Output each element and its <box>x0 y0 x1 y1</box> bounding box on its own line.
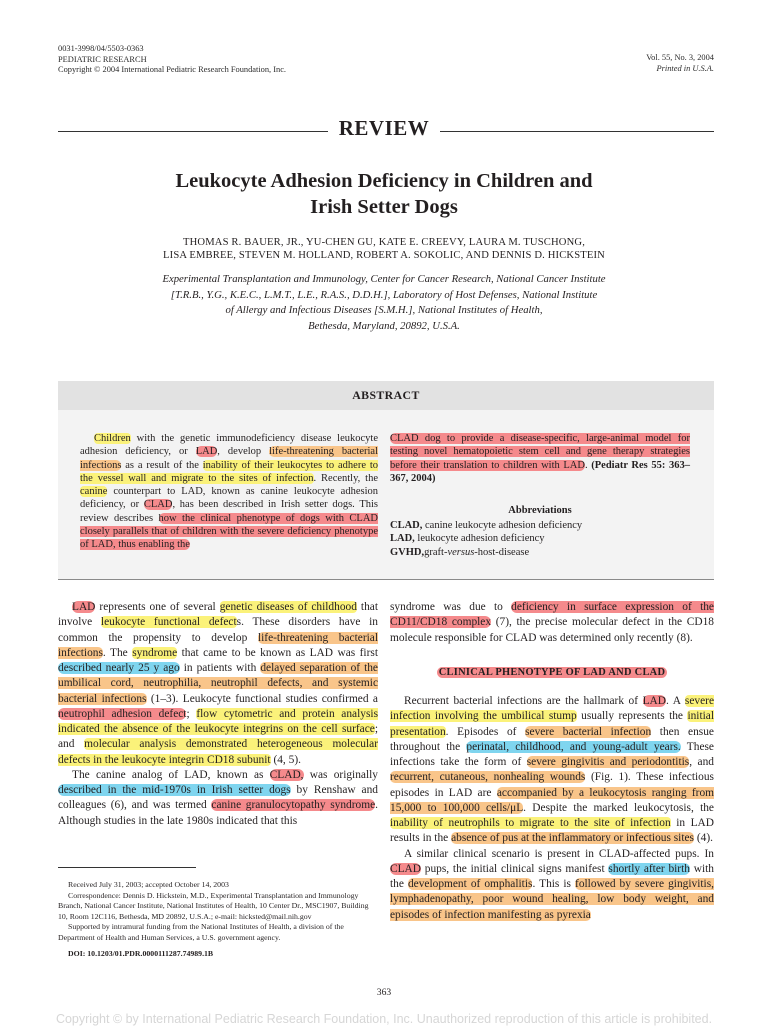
text-run: pups, the initial clinical signs manifest <box>421 862 609 875</box>
highlighted-text: severe infection involving the umbilical stump <box>390 695 714 723</box>
highlighted-text: CLAD dog to provide a disease-specific, large-animal model for testing novel hematopoietic stem cell and gene therapy strategies before their translation to children with LAD <box>390 433 690 471</box>
text-run: then ensue throughout the <box>390 725 714 753</box>
text-run: (7), the precise molecular defect in the CD18 molecule responsible for CLAD was determined only recently (8). <box>390 616 714 644</box>
abbreviation-item <box>390 532 690 545</box>
volume-info <box>646 53 714 74</box>
title-line-1: Leukocyte Adhesion Deficiency in Children and <box>175 170 593 192</box>
highlighted-text: how the clinical phenotype of dogs with CLAD closely parallels that of children with the severe deficiency phenotype of LAD, thus enabling the <box>80 512 378 551</box>
affiliation-line: [T.R.B., Y.G., K.E.C., L.M.T., L.E., R.A.S., D.D.H.], Laboratory of Host Defenses, National Institute <box>170 288 598 301</box>
text-run: was originally <box>303 768 379 781</box>
highlighted-text: delayed separation of the umbilical cord, neutrophilia, neutrophil defects, and systemic bacterial infections <box>58 662 378 705</box>
highlighted-text: neutrophil adhesion defect <box>58 707 187 720</box>
highlighted-text: flow cytometric and protein analysis indicated the absence of the leukocyte integrins on the cell surface <box>58 707 379 735</box>
footnotes <box>58 880 378 959</box>
highlighted-text: genetic diseases of childhood <box>219 601 357 613</box>
text-run: in patients with <box>179 662 261 674</box>
highlighted-text: Children <box>94 433 131 444</box>
affiliation-line: Experimental Transplantation and Immunology, Center for Cancer Research, National Cancer Institute <box>162 273 606 285</box>
abstract-column-2 <box>390 432 690 485</box>
abbreviation-value: graft-versus-host-disease <box>424 546 530 558</box>
text-run: . The <box>102 646 133 659</box>
title-line-2: Irish Setter Dogs <box>310 196 458 218</box>
printed-in: Printed in U.S.A. <box>656 63 714 73</box>
body-paragraph <box>390 600 714 646</box>
text-run: . Despite the marked leukocytosis, the <box>523 801 714 814</box>
volume: Vol. 55, No. 3, 2004 <box>646 53 714 62</box>
highlighted-text: followed by severe gingivitis, lymphadenopathy, poor wound healing, low body weight, and episodes of infection manifesting as pyrexia <box>390 878 714 921</box>
section-label: REVIEW <box>338 116 430 140</box>
abbreviation-key: CLAD, <box>390 520 423 531</box>
authors-line-1: THOMAS R. BAUER, JR., YU-CHEN GU, KATE E. CREEVY, LAURA M. TUSCHONG, <box>183 237 585 248</box>
highlighted-text: severe gingivitis and periodontitis <box>526 756 690 768</box>
highlighted-text: inability of neutrophils to migrate to the site of infection <box>390 817 671 829</box>
highlighted-text: severe bacterial infection <box>525 725 652 738</box>
text-run: (1–3). Leukocyte functional studies confirmed a <box>146 692 378 705</box>
journal-copyright: Copyright © 2004 International Pediatric Research Foundation, Inc. <box>58 65 287 75</box>
footer-copyright: Copyright © by International Pediatric Research Foundation, Inc. Unauthorized reproduction of this article is prohibited. <box>55 1012 713 1026</box>
text-run: s. These disorders have in common the propensity to develop <box>58 616 378 644</box>
text-run: Recurrent bacterial infections are the hallmark of <box>404 695 643 707</box>
highlighted-text: recurrent, cutaneous, nonhealing wounds <box>390 771 586 784</box>
journal-name: PEDIATRIC RESEARCH <box>58 54 147 64</box>
text-run: ; <box>186 707 197 720</box>
highlighted-text: syndrome <box>132 646 178 659</box>
highlighted-text: LAD <box>72 601 96 613</box>
body-paragraph <box>58 600 378 768</box>
highlighted-text: accompanied by a leukocytosis ranging from 15,000 to 100,000 cells/μL <box>390 786 715 814</box>
body-paragraph <box>390 694 714 847</box>
text-run: , has been described in Irish setter dogs. This review describes <box>80 499 378 524</box>
authors-line-2: LISA EMBREE, STEVEN M. HOLLAND, ROBERT A. SOKOLIC, AND DENNIS D. HICKSTEIN <box>163 250 605 261</box>
highlighted-text: life-threatening bacterial infections <box>58 631 378 659</box>
text-run: (Fig. 1). These infectious episodes in LAD are <box>390 771 714 799</box>
highlighted-text: CLAD <box>143 499 173 511</box>
highlighted-text: leukocyte functional defect <box>100 616 237 629</box>
text-run: with the genetic immunodeficiency disease leukocyte adhesion deficiency, or <box>80 433 378 458</box>
highlighted-text: absence of pus at the inflammatory or infectious sites <box>451 832 694 845</box>
text-run: . Episodes of <box>445 725 526 738</box>
text-run: counterpart to LAD, known as canine leukocyte adhesion deficiency, or <box>80 486 378 511</box>
text-run: ; and <box>58 723 378 751</box>
text-run: by Renshaw and colleagues (6), and was termed <box>58 784 379 812</box>
highlighted-text: CLAD, <box>269 768 304 781</box>
text-run: . This is <box>532 878 576 890</box>
abbr-italic: versus <box>447 546 475 558</box>
section-heading <box>390 665 714 680</box>
text-run: . Although studies in the late 1980s indicated that this <box>58 799 378 827</box>
affiliation <box>100 272 668 334</box>
highlighted-text: described nearly 25 y ago <box>58 662 180 674</box>
text-run: A similar clinical scenario is present in CLAD-affected pups. In <box>404 847 714 860</box>
body-right-column <box>390 600 714 923</box>
highlighted-text: inability of their leukocytes to adhere to the vessel wall and migrate to the sites of infection <box>80 459 379 484</box>
text-run: with the <box>390 862 714 890</box>
article-title <box>60 168 708 220</box>
footnote: Received July 31, 2003; accepted October 14, 2003 <box>68 880 229 889</box>
highlighted-text: shortly after birth <box>608 862 690 875</box>
text-run: The canine analog of LAD, known as <box>72 768 270 781</box>
issn: 0031-3998/04/5503-0363 <box>58 44 144 53</box>
footnote-rule <box>58 867 196 868</box>
text-run: that came to be known as LAD was first <box>177 646 378 659</box>
highlighted-text: canine granulocytopathy syndrome <box>211 799 376 812</box>
abbreviation-key: LAD, <box>390 533 415 545</box>
text-run: (4). <box>694 832 713 845</box>
abbreviation-value: leukocyte adhesion deficiency <box>414 533 545 545</box>
text-run: These infections take the form of <box>390 740 714 768</box>
highlighted-text: life-threatening bacterial infections <box>80 446 378 471</box>
text-run: in LAD results in the <box>390 817 714 845</box>
text-run: (Pediatr Res 55: 363–367, 2004) <box>390 459 691 484</box>
abbreviations-list <box>390 519 690 559</box>
abbreviation-item <box>390 519 690 532</box>
highlighted-text: deficiency in surface expression of the CD11/CD18 complex <box>390 601 714 629</box>
footnote: Supported by intramural funding from the National Institutes of Health, a division of the Department of Health and Human Services, a U.S. government agency. <box>58 922 344 942</box>
abbreviation-value: canine leukocyte adhesion deficiency <box>422 520 583 531</box>
abstract-heading: ABSTRACT <box>58 381 714 410</box>
footnote: Correspondence: Dennis D. Hickstein, M.D., Experimental Transplantation and Immunology Branch, National Cancer Institute, National Institutes of Health, 10 Center Dr., MSC1907, Building 10, Room 12C116, Bethesda, MD 20892, U.S.A.; e-mail: hicksted@mail.nih.gov <box>58 890 369 921</box>
text-run: represents one of several <box>95 601 220 613</box>
text-run: . Recently, the <box>313 472 379 484</box>
text-run: usually represents the <box>576 710 688 723</box>
text-run: as a result of the <box>121 459 203 471</box>
abbreviation-key: GVHD, <box>390 546 425 558</box>
abbreviations-heading: Abbreviations <box>508 505 572 516</box>
body-left-column <box>58 600 378 829</box>
affiliation-line: Bethesda, Maryland, 20892, U.S.A. <box>308 319 460 332</box>
highlighted-text: described in the mid-1970s in Irish setter dogs <box>58 784 291 796</box>
highlighted-text: LAD <box>642 695 667 707</box>
text-run: syndrome was due to <box>390 601 512 613</box>
highlighted-text: molecular analysis demonstrated heterogeneous molecular defects in the leukocyte integrin CD18 subunit <box>58 738 378 766</box>
highlighted-text: LAD <box>195 446 218 458</box>
affiliation-line: of Allergy and Infectious Diseases [S.M.H.], National Institutes of Health, <box>225 304 543 316</box>
highlighted-text: canine <box>80 486 108 498</box>
highlighted-text: development of omphalitis <box>407 878 533 890</box>
text-run: . <box>584 459 592 471</box>
text-run: (4, 5). <box>270 753 301 766</box>
body-paragraph <box>390 847 714 923</box>
authors <box>60 236 708 262</box>
text-run: , and <box>689 756 714 768</box>
highlighted-text: perinatal, childhood, and young-adult years. <box>466 740 681 753</box>
body-paragraph <box>58 768 378 829</box>
journal-header <box>58 44 286 76</box>
page-number: 363 <box>376 987 392 998</box>
abstract-column-1 <box>80 432 378 552</box>
section-heading-text: CLINICAL PHENOTYPE OF LAD AND CLAD <box>438 666 666 678</box>
text-run: . A <box>666 695 685 707</box>
abbreviation-item <box>390 546 690 559</box>
text-run: , develop <box>217 446 270 458</box>
doi: DOI: 10.1203/01.PDR.0000111287.74989.1B <box>68 948 214 958</box>
highlighted-text: initial presentation <box>390 710 715 738</box>
highlighted-text: CLAD <box>390 862 422 875</box>
text-run: that involve <box>58 601 378 629</box>
